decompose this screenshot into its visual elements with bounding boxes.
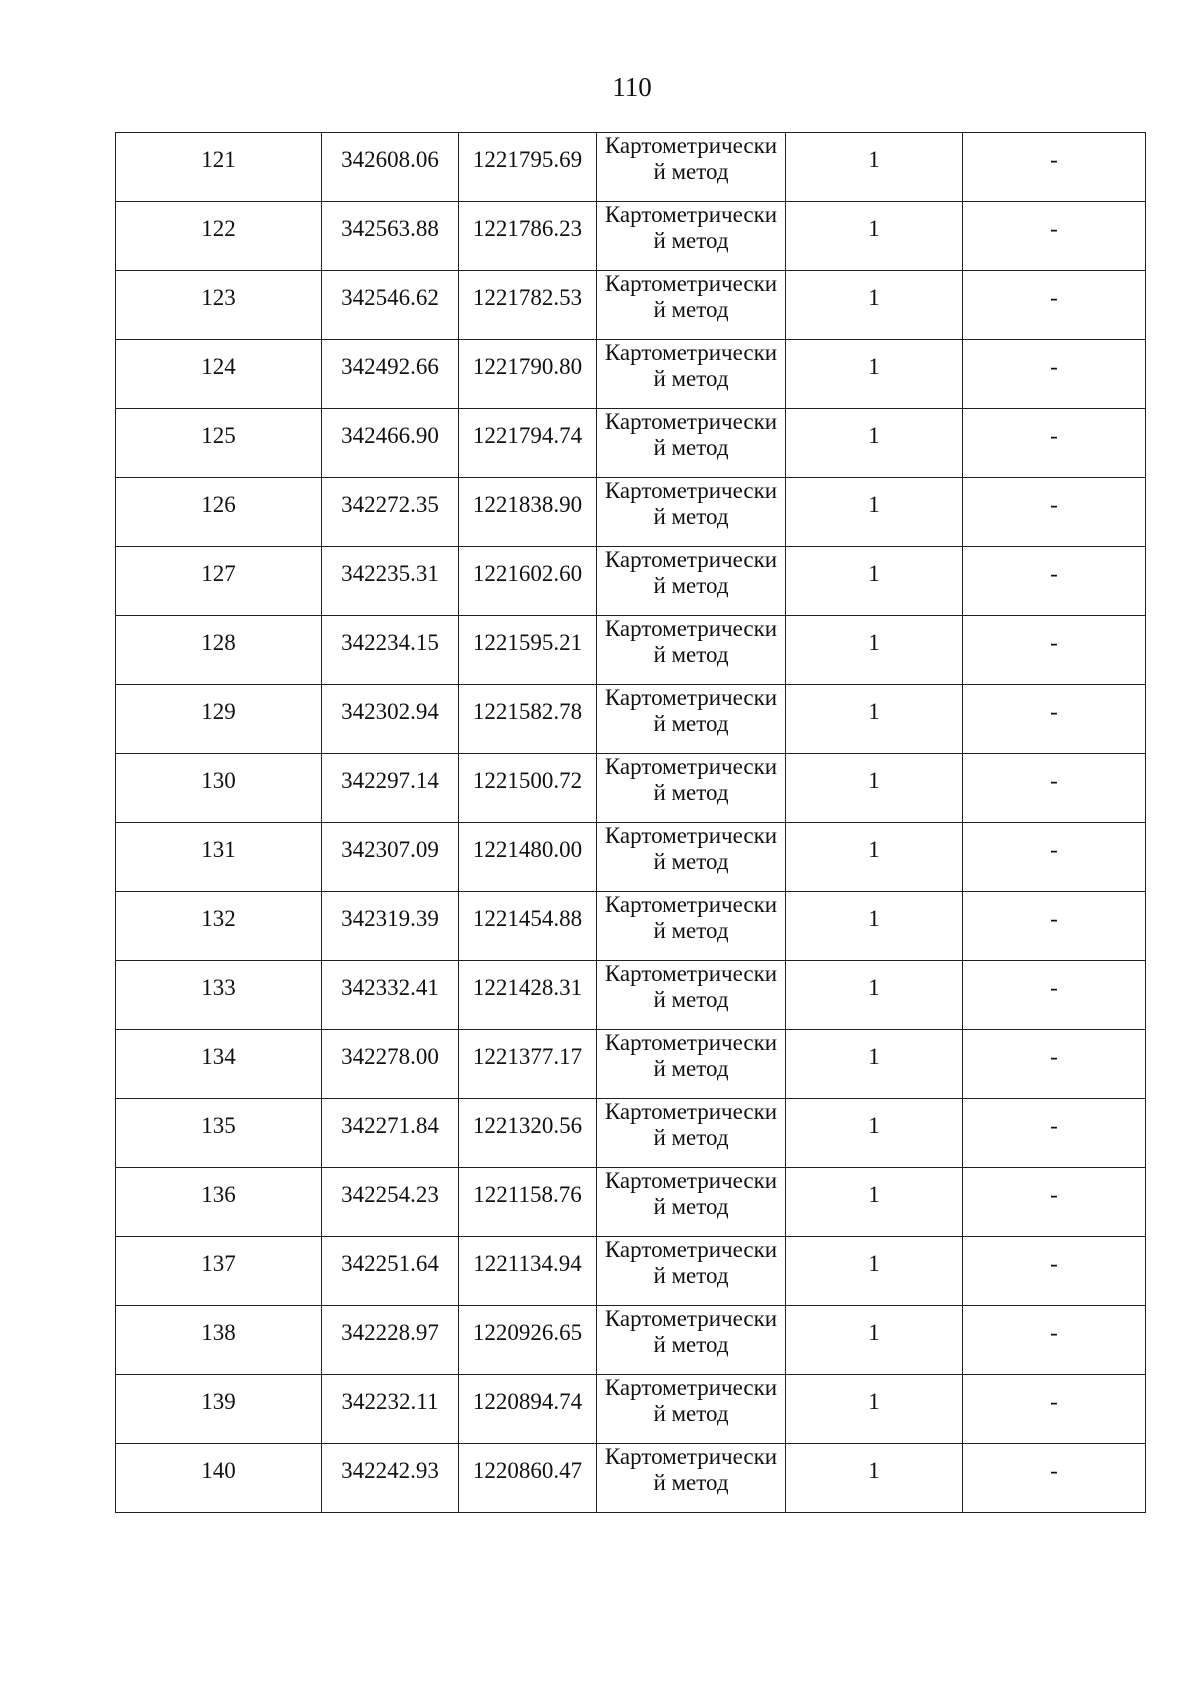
y-coordinate-cell: 1221500.72 xyxy=(459,754,597,823)
note-cell: - xyxy=(963,961,1146,1030)
accuracy-cell: 1 xyxy=(786,685,963,754)
method-text: Картометрический метод xyxy=(604,1444,778,1495)
method-text: Картометрический метод xyxy=(604,754,778,805)
method-cell xyxy=(597,1030,786,1099)
method-cell xyxy=(597,478,786,547)
table-row xyxy=(116,1030,1146,1099)
y-coordinate-cell: 1221790.80 xyxy=(459,340,597,409)
table-row xyxy=(116,823,1146,892)
accuracy-cell: 1 xyxy=(786,409,963,478)
accuracy-cell: 1 xyxy=(786,1099,963,1168)
x-coordinate-cell: 342466.90 xyxy=(322,409,459,478)
method-text: Картометрический метод xyxy=(604,1375,778,1426)
method-cell xyxy=(597,271,786,340)
point-number-cell: 121 xyxy=(116,133,322,202)
method-text: Картометрический метод xyxy=(604,202,778,253)
point-number-cell: 129 xyxy=(116,685,322,754)
accuracy-cell: 1 xyxy=(786,202,963,271)
y-coordinate-cell: 1221782.53 xyxy=(459,271,597,340)
y-coordinate-cell: 1221838.90 xyxy=(459,478,597,547)
x-coordinate-cell: 342272.35 xyxy=(322,478,459,547)
point-number-cell: 124 xyxy=(116,340,322,409)
method-text: Картометрический метод xyxy=(604,1030,778,1081)
x-coordinate-cell: 342271.84 xyxy=(322,1099,459,1168)
point-number-cell: 126 xyxy=(116,478,322,547)
method-text: Картометрический метод xyxy=(604,133,778,184)
coordinates-table-body xyxy=(116,133,1146,1513)
method-cell xyxy=(597,892,786,961)
x-coordinate-cell: 342254.23 xyxy=(322,1168,459,1237)
y-coordinate-cell: 1221602.60 xyxy=(459,547,597,616)
note-cell: - xyxy=(963,1375,1146,1444)
method-text: Картометрический метод xyxy=(604,961,778,1012)
y-coordinate-cell: 1221595.21 xyxy=(459,616,597,685)
point-number-cell: 131 xyxy=(116,823,322,892)
x-coordinate-cell: 342332.41 xyxy=(322,961,459,1030)
table-row xyxy=(116,547,1146,616)
table-row xyxy=(116,1375,1146,1444)
note-cell: - xyxy=(963,685,1146,754)
accuracy-cell: 1 xyxy=(786,616,963,685)
point-number-cell: 125 xyxy=(116,409,322,478)
method-cell xyxy=(597,133,786,202)
table-row xyxy=(116,1237,1146,1306)
table-row xyxy=(116,271,1146,340)
method-text: Картометрический метод xyxy=(604,616,778,667)
page-number: 110 xyxy=(612,72,652,102)
method-cell xyxy=(597,547,786,616)
x-coordinate-cell: 342251.64 xyxy=(322,1237,459,1306)
accuracy-cell: 1 xyxy=(786,823,963,892)
note-cell: - xyxy=(963,271,1146,340)
method-text: Картометрический метод xyxy=(604,1237,778,1288)
table-row xyxy=(116,340,1146,409)
y-coordinate-cell: 1221454.88 xyxy=(459,892,597,961)
table-row xyxy=(116,892,1146,961)
accuracy-cell: 1 xyxy=(786,892,963,961)
note-cell: - xyxy=(963,1237,1146,1306)
y-coordinate-cell: 1221786.23 xyxy=(459,202,597,271)
note-cell: - xyxy=(963,892,1146,961)
y-coordinate-cell: 1221377.17 xyxy=(459,1030,597,1099)
x-coordinate-cell: 342232.11 xyxy=(322,1375,459,1444)
point-number-cell: 139 xyxy=(116,1375,322,1444)
accuracy-cell: 1 xyxy=(786,271,963,340)
accuracy-cell: 1 xyxy=(786,1168,963,1237)
method-text: Картометрический метод xyxy=(604,1099,778,1150)
accuracy-cell: 1 xyxy=(786,1444,963,1513)
point-number-cell: 122 xyxy=(116,202,322,271)
accuracy-cell: 1 xyxy=(786,478,963,547)
note-cell: - xyxy=(963,1306,1146,1375)
table-row xyxy=(116,754,1146,823)
x-coordinate-cell: 342563.88 xyxy=(322,202,459,271)
x-coordinate-cell: 342234.15 xyxy=(322,616,459,685)
accuracy-cell: 1 xyxy=(786,754,963,823)
x-coordinate-cell: 342302.94 xyxy=(322,685,459,754)
method-cell xyxy=(597,1444,786,1513)
accuracy-cell: 1 xyxy=(786,547,963,616)
table-row xyxy=(116,616,1146,685)
point-number-cell: 133 xyxy=(116,961,322,1030)
point-number-cell: 140 xyxy=(116,1444,322,1513)
note-cell: - xyxy=(963,1168,1146,1237)
note-cell: - xyxy=(963,202,1146,271)
table-row xyxy=(116,478,1146,547)
method-text: Картометрический метод xyxy=(604,1168,778,1219)
point-number-cell: 128 xyxy=(116,616,322,685)
method-text: Картометрический метод xyxy=(604,340,778,391)
note-cell: - xyxy=(963,133,1146,202)
table-row xyxy=(116,409,1146,478)
note-cell: - xyxy=(963,616,1146,685)
x-coordinate-cell: 342319.39 xyxy=(322,892,459,961)
method-cell xyxy=(597,1099,786,1168)
note-cell: - xyxy=(963,823,1146,892)
accuracy-cell: 1 xyxy=(786,961,963,1030)
table-row xyxy=(116,202,1146,271)
method-cell xyxy=(597,616,786,685)
table-row xyxy=(116,1444,1146,1513)
accuracy-cell: 1 xyxy=(786,340,963,409)
method-cell xyxy=(597,1237,786,1306)
y-coordinate-cell: 1221134.94 xyxy=(459,1237,597,1306)
y-coordinate-cell: 1220860.47 xyxy=(459,1444,597,1513)
method-cell xyxy=(597,754,786,823)
x-coordinate-cell: 342307.09 xyxy=(322,823,459,892)
x-coordinate-cell: 342492.66 xyxy=(322,340,459,409)
point-number-cell: 130 xyxy=(116,754,322,823)
method-text: Картометрический метод xyxy=(604,409,778,460)
table-row xyxy=(116,133,1146,202)
table-row xyxy=(116,1306,1146,1375)
method-cell xyxy=(597,1375,786,1444)
method-cell xyxy=(597,961,786,1030)
table-row xyxy=(116,1099,1146,1168)
coordinates-table xyxy=(115,132,1146,1513)
accuracy-cell: 1 xyxy=(786,1375,963,1444)
point-number-cell: 132 xyxy=(116,892,322,961)
table-row xyxy=(116,685,1146,754)
accuracy-cell: 1 xyxy=(786,1237,963,1306)
x-coordinate-cell: 342242.93 xyxy=(322,1444,459,1513)
method-cell xyxy=(597,409,786,478)
accuracy-cell: 1 xyxy=(786,1306,963,1375)
note-cell: - xyxy=(963,409,1146,478)
accuracy-cell: 1 xyxy=(786,1030,963,1099)
note-cell: - xyxy=(963,1099,1146,1168)
point-number-cell: 138 xyxy=(116,1306,322,1375)
note-cell: - xyxy=(963,478,1146,547)
note-cell: - xyxy=(963,340,1146,409)
method-text: Картометрический метод xyxy=(604,685,778,736)
y-coordinate-cell: 1221158.76 xyxy=(459,1168,597,1237)
method-text: Картометрический метод xyxy=(604,823,778,874)
x-coordinate-cell: 342608.06 xyxy=(322,133,459,202)
point-number-cell: 136 xyxy=(116,1168,322,1237)
y-coordinate-cell: 1221480.00 xyxy=(459,823,597,892)
x-coordinate-cell: 342235.31 xyxy=(322,547,459,616)
note-cell: - xyxy=(963,1444,1146,1513)
method-text: Картометрический метод xyxy=(604,892,778,943)
point-number-cell: 123 xyxy=(116,271,322,340)
y-coordinate-cell: 1220894.74 xyxy=(459,1375,597,1444)
point-number-cell: 135 xyxy=(116,1099,322,1168)
y-coordinate-cell: 1221320.56 xyxy=(459,1099,597,1168)
y-coordinate-cell: 1220926.65 xyxy=(459,1306,597,1375)
method-cell xyxy=(597,1168,786,1237)
method-text: Картометрический метод xyxy=(604,271,778,322)
point-number-cell: 137 xyxy=(116,1237,322,1306)
method-cell xyxy=(597,685,786,754)
table-row xyxy=(116,961,1146,1030)
y-coordinate-cell: 1221795.69 xyxy=(459,133,597,202)
method-cell xyxy=(597,340,786,409)
method-text: Картометрический метод xyxy=(604,478,778,529)
y-coordinate-cell: 1221428.31 xyxy=(459,961,597,1030)
accuracy-cell: 1 xyxy=(786,133,963,202)
method-text: Картометрический метод xyxy=(604,1306,778,1357)
x-coordinate-cell: 342228.97 xyxy=(322,1306,459,1375)
point-number-cell: 134 xyxy=(116,1030,322,1099)
x-coordinate-cell: 342546.62 xyxy=(322,271,459,340)
method-text: Картометрический метод xyxy=(604,547,778,598)
note-cell: - xyxy=(963,1030,1146,1099)
y-coordinate-cell: 1221794.74 xyxy=(459,409,597,478)
method-cell xyxy=(597,823,786,892)
point-number-cell: 127 xyxy=(116,547,322,616)
table-row xyxy=(116,1168,1146,1237)
y-coordinate-cell: 1221582.78 xyxy=(459,685,597,754)
x-coordinate-cell: 342278.00 xyxy=(322,1030,459,1099)
note-cell: - xyxy=(963,547,1146,616)
method-cell xyxy=(597,1306,786,1375)
x-coordinate-cell: 342297.14 xyxy=(322,754,459,823)
note-cell: - xyxy=(963,754,1146,823)
method-cell xyxy=(597,202,786,271)
